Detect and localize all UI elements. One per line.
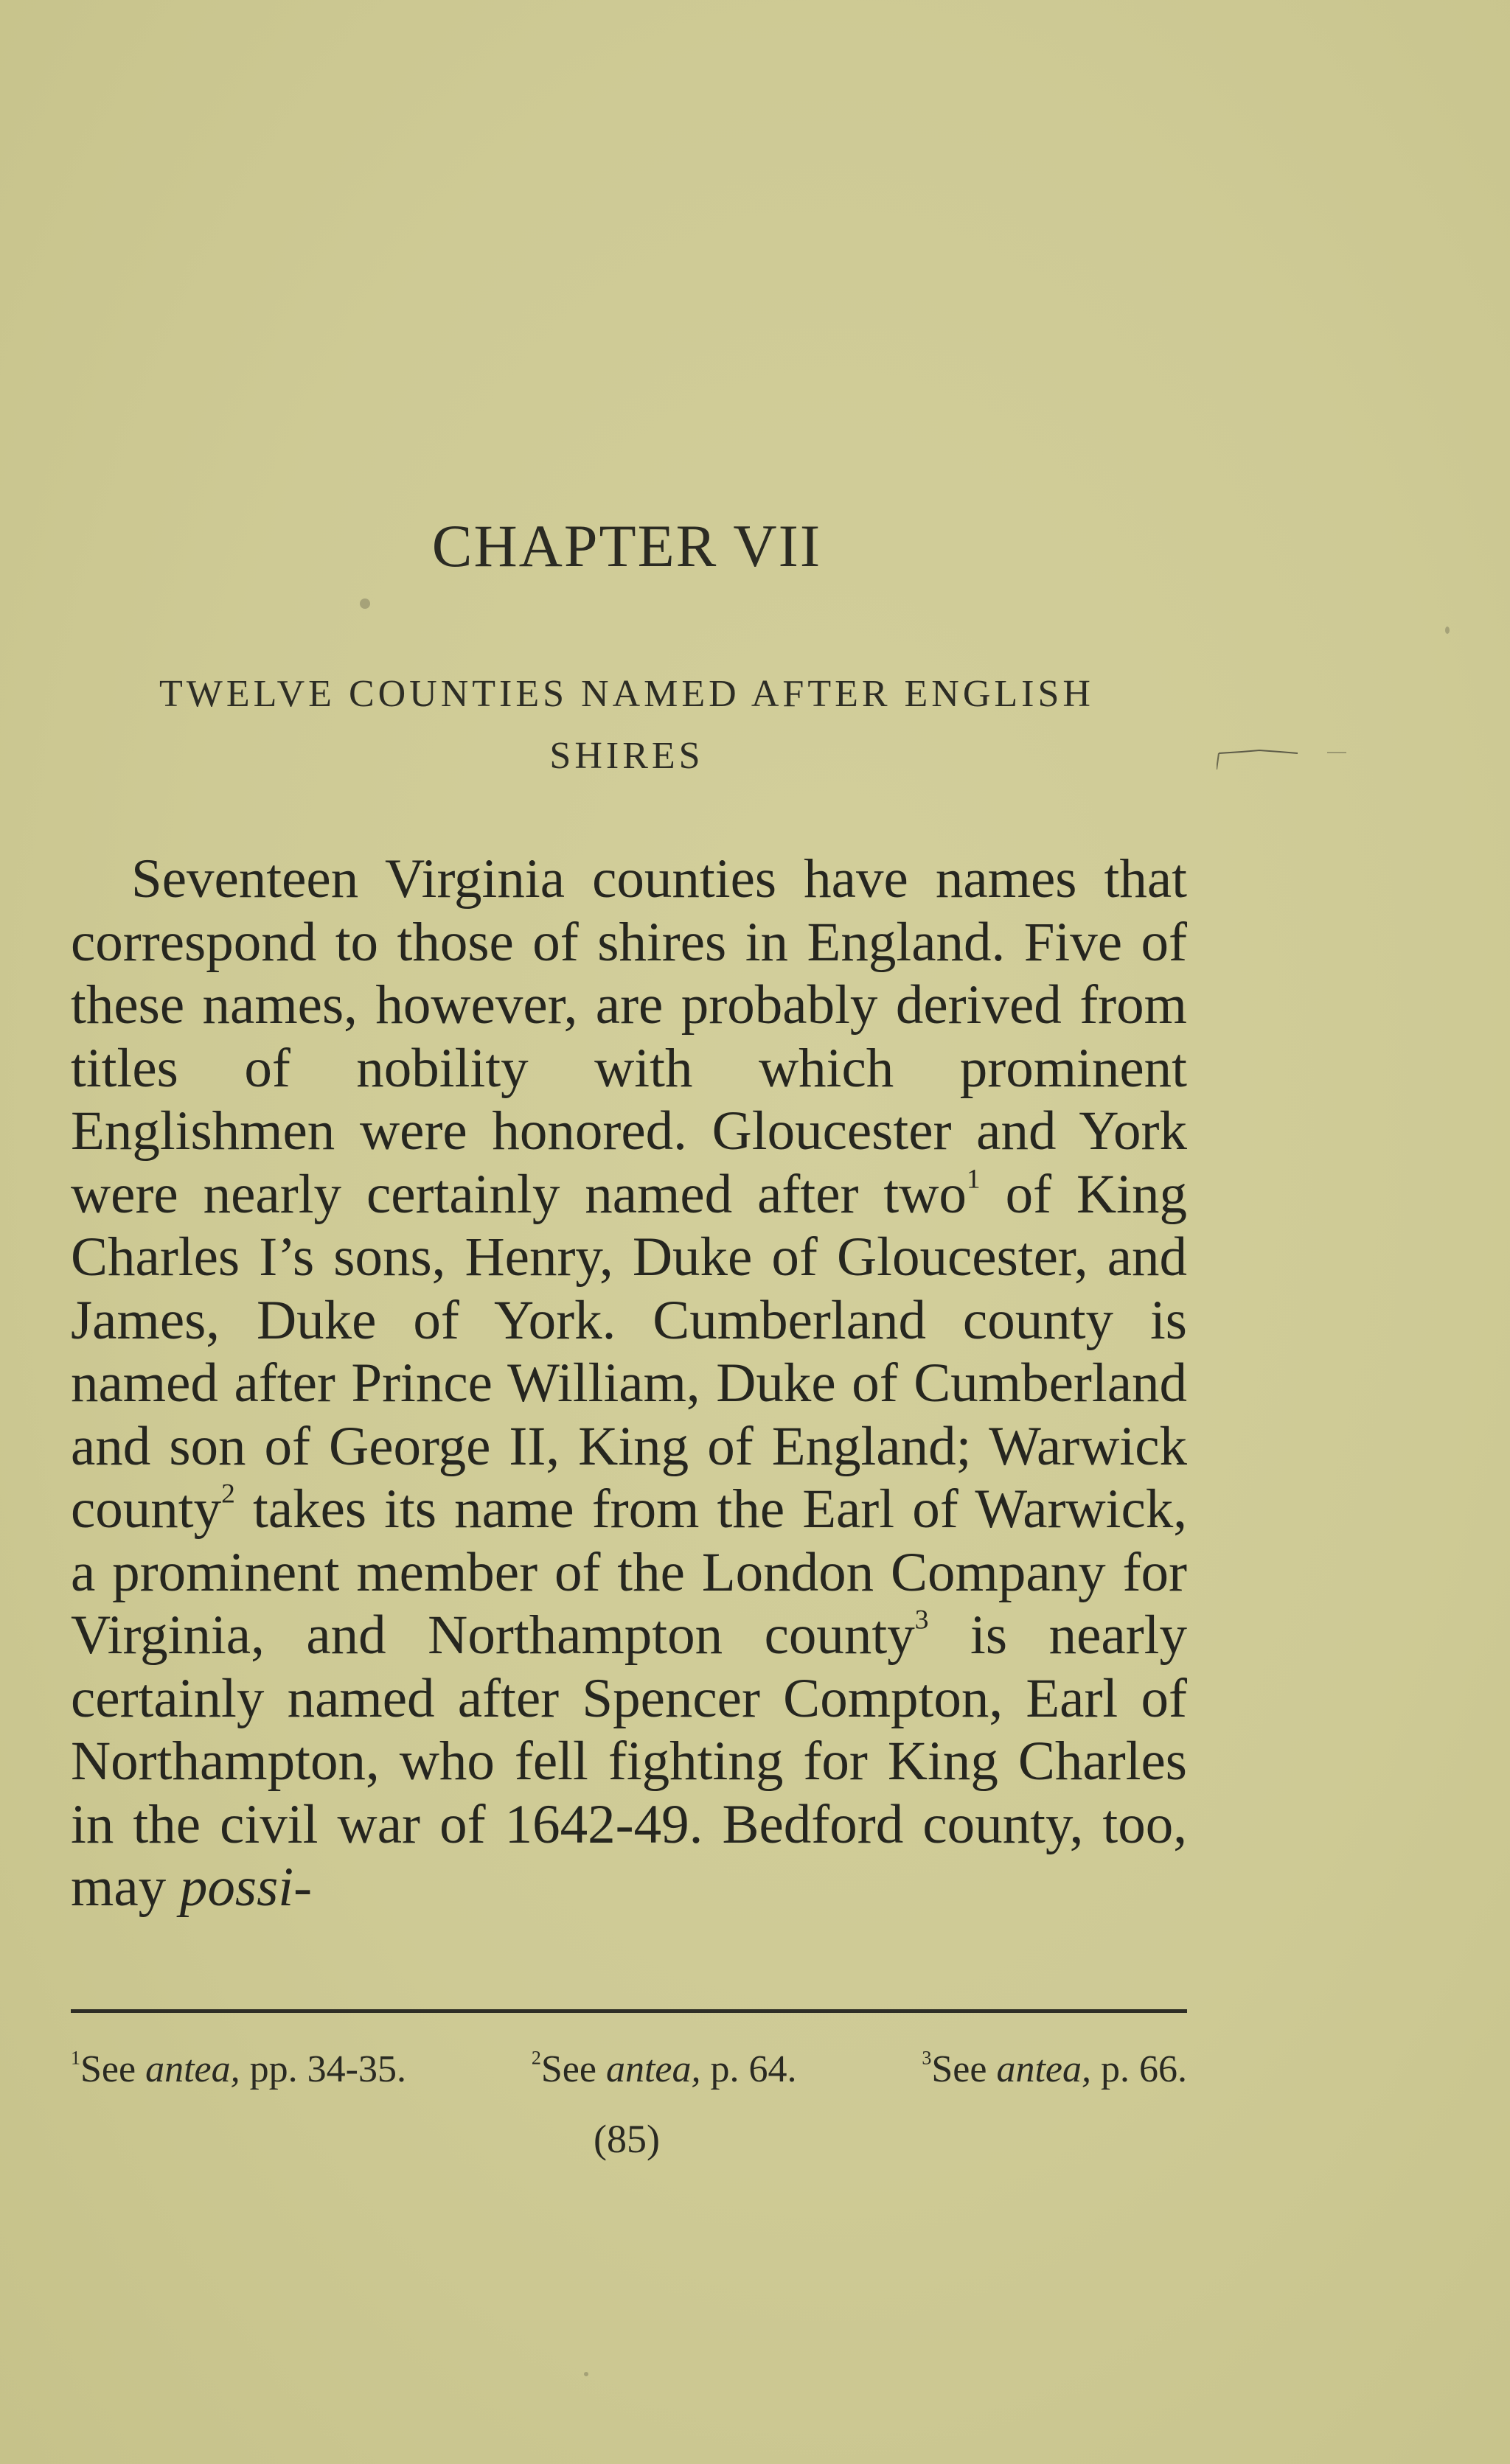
footnote-1-number: 1 bbox=[71, 2047, 80, 2069]
page-number: (85) bbox=[594, 2117, 660, 2161]
footnote-2-see: See bbox=[540, 2048, 606, 2090]
chapter-subtitle-line-2: SHIRES bbox=[549, 735, 704, 777]
paragraph-italic-end: possi- bbox=[179, 1857, 313, 1918]
footnote-1-see: See bbox=[80, 2048, 146, 2090]
footnote-2-ref: antea, bbox=[605, 2048, 701, 2090]
paragraph-text-3: takes its name from the Earl of Warwick, a prominent member of the London Company for Virginia, and Northampton county bbox=[71, 1479, 1187, 1666]
paper-speck bbox=[1445, 627, 1450, 634]
footnote-ref-1: 1 bbox=[966, 1163, 981, 1194]
footnote-ref-2: 2 bbox=[221, 1479, 235, 1510]
footnote-ref-3: 3 bbox=[914, 1605, 929, 1636]
chapter-subtitle bbox=[74, 663, 1180, 787]
chapter-subtitle-line-1: TWELVE COUNTIES NAMED AFTER ENGLISH bbox=[159, 673, 1094, 715]
chapter-heading: CHAPTER VII bbox=[431, 512, 822, 579]
pen-mark bbox=[1217, 744, 1364, 774]
footnote-2 bbox=[532, 2046, 797, 2093]
footnote-3-number: 3 bbox=[922, 2047, 932, 2069]
paragraph-text-1: Seventeen Virginia counties have names that correspond to those of shires in England. Five of these names, however, are probably derived from titles of nobility with which prominent Englishmen were honored. Gloucester and York were nearly certainly named after two bbox=[71, 848, 1187, 1225]
paragraph-text-4: is nearly certainly named after Spencer Compton, Earl of Northampton, who fell fighting for King Charles in the civil war of 1642-49. Bedford county, too, may bbox=[71, 1605, 1188, 1918]
footnote-1-ref: antea, bbox=[145, 2048, 240, 2090]
body-text bbox=[71, 848, 1187, 1919]
paragraph-text-2: of King Charles I’s sons, Henry, Duke of Gloucester, and James, Duke of York. Cumberland county is named after Prince William, Duke of Cumberland and son of George II, King of England; Warwick county bbox=[71, 1163, 1187, 1540]
footnote-3-see: See bbox=[931, 2048, 997, 2090]
paragraph bbox=[71, 848, 1187, 1919]
footnote-3-pages: p. 66. bbox=[1090, 2048, 1187, 2090]
paper-speck bbox=[360, 598, 370, 609]
paper-speck bbox=[584, 2372, 588, 2376]
footnote-1 bbox=[71, 2046, 406, 2093]
footnote-divider bbox=[71, 2009, 1187, 2013]
footnote-2-number: 2 bbox=[531, 2047, 541, 2069]
footnotes bbox=[71, 2046, 1187, 2093]
footnote-3 bbox=[922, 2046, 1187, 2093]
footnote-2-pages: p. 64. bbox=[700, 2048, 797, 2090]
footnote-3-ref: antea, bbox=[996, 2048, 1091, 2090]
footnote-1-pages: pp. 34-35. bbox=[240, 2048, 406, 2090]
